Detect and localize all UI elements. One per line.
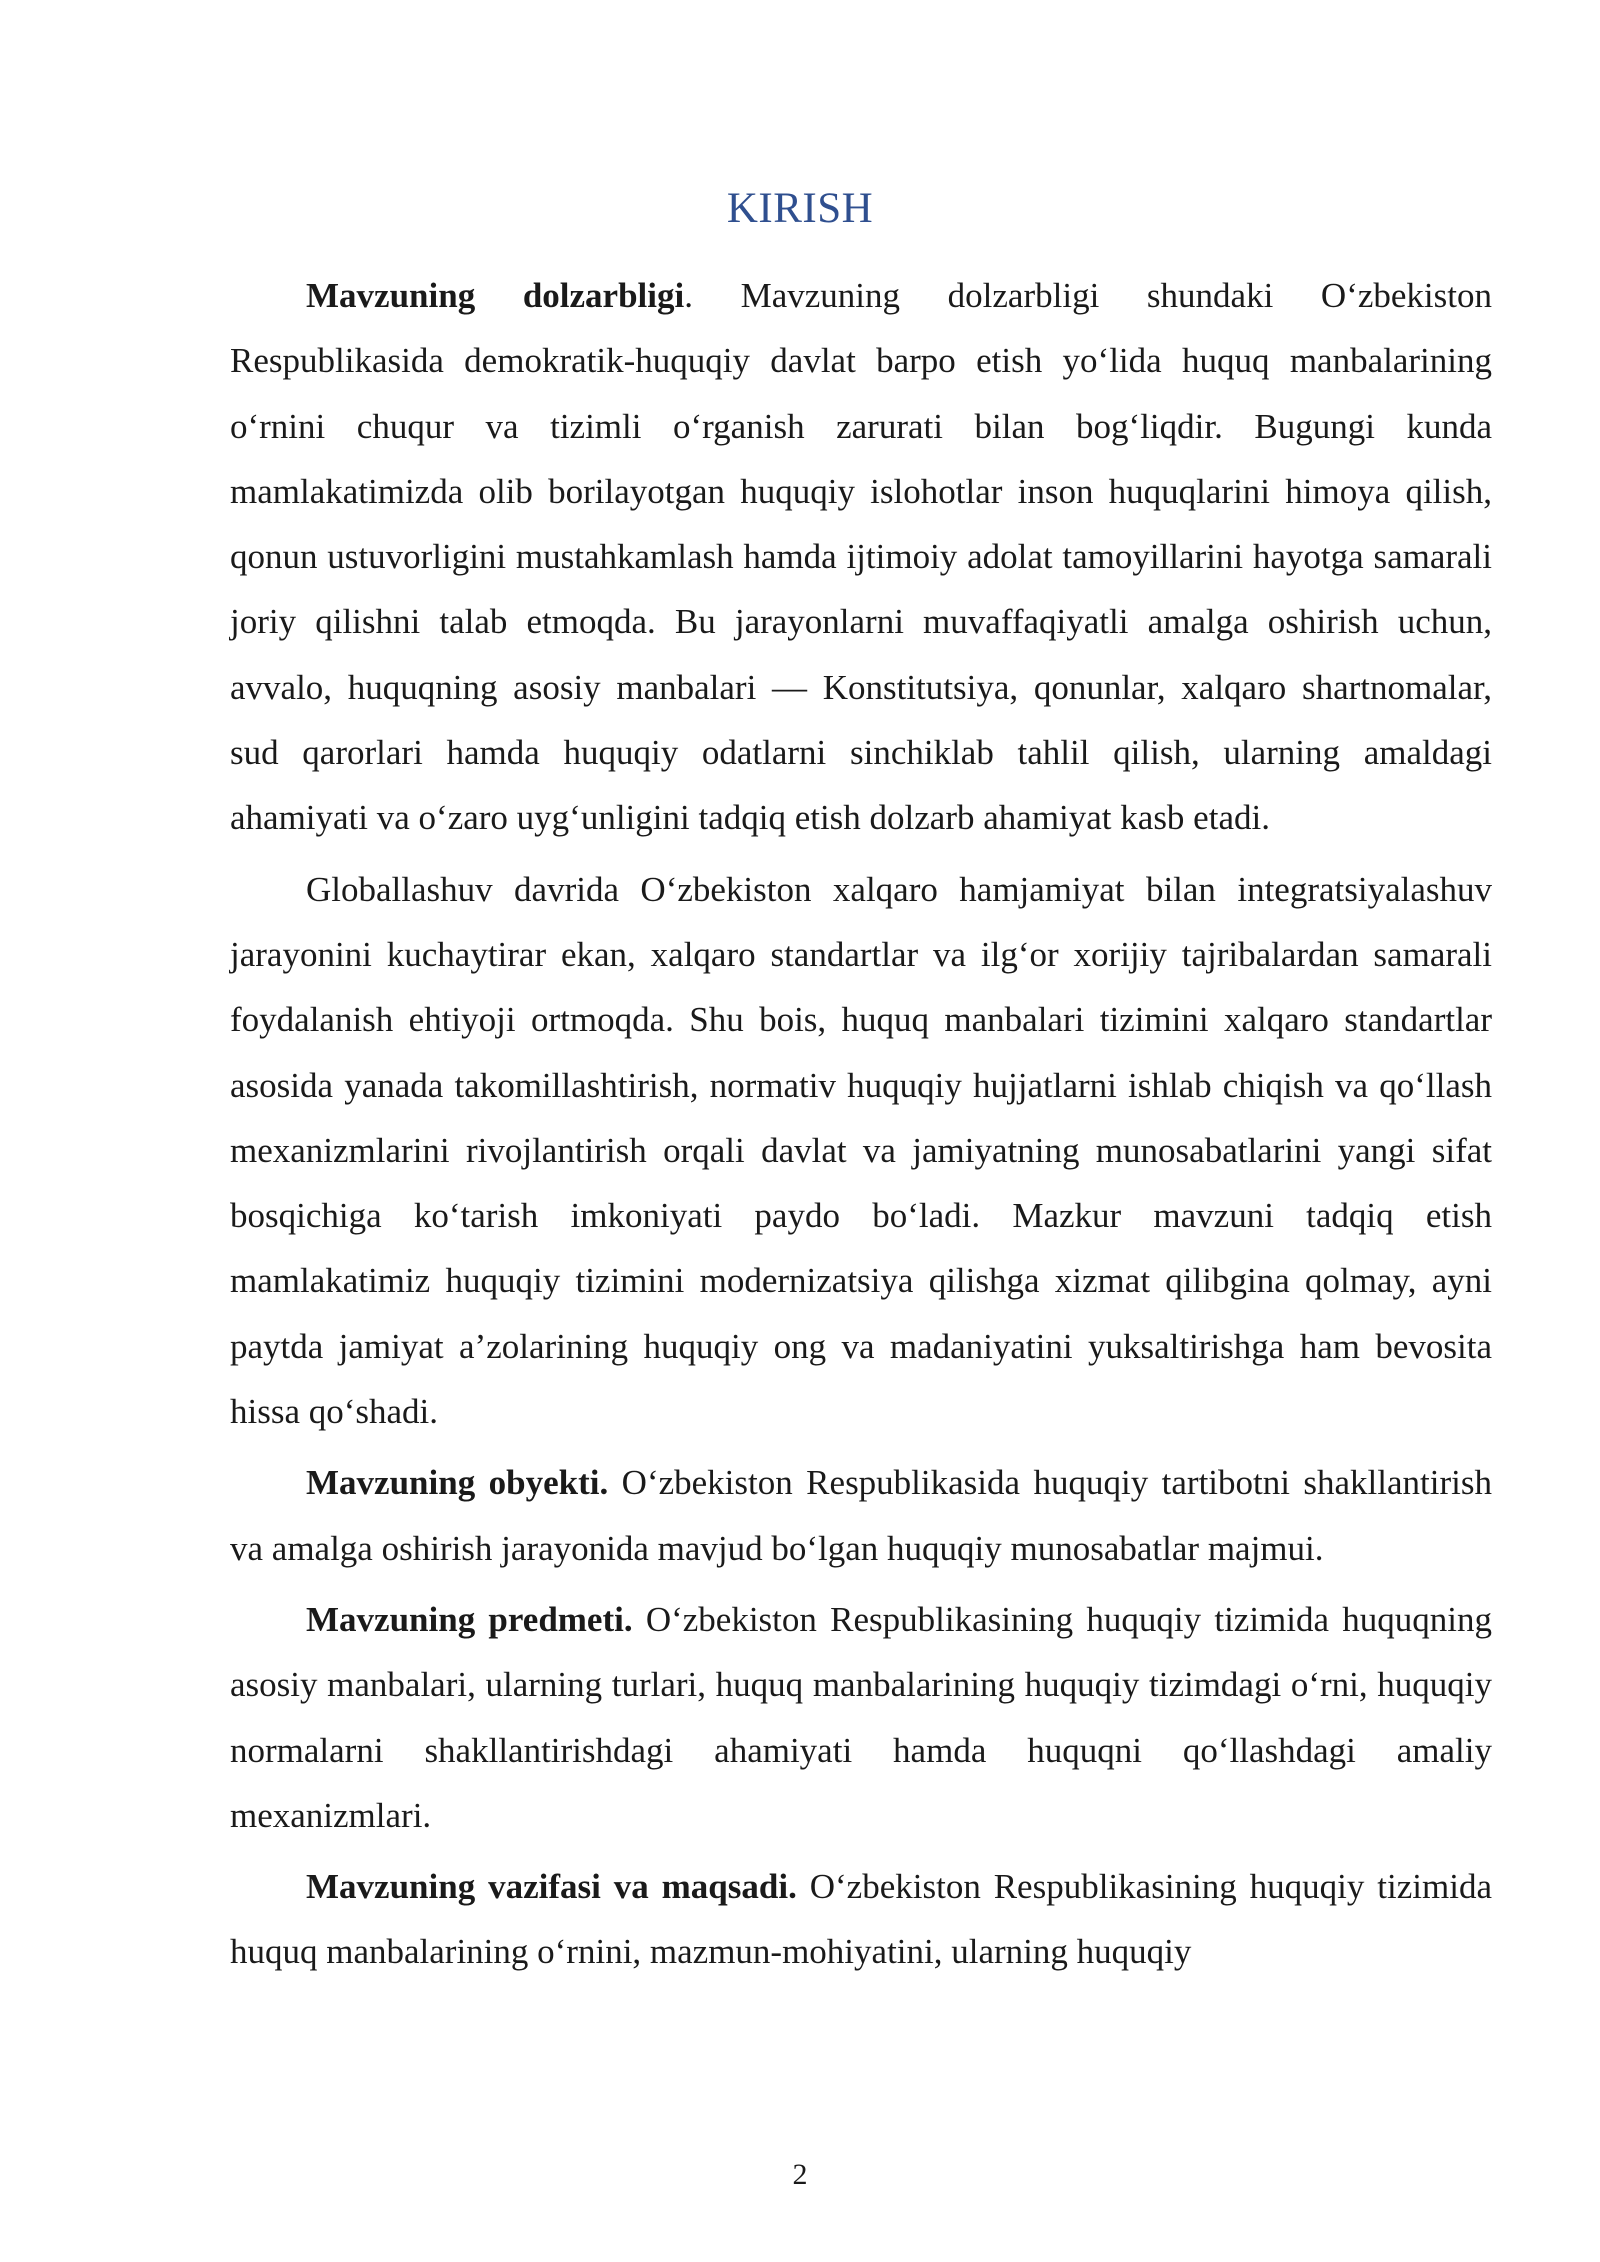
paragraph-text: O‘zbekiston Respublikasining huquqiy tizimida huquqning asosiy manbalari, ularning turlari, huquq manbalarining huquqiy tizimdagi o‘rni, huquqiy normalarni shakllantirishdagi ahamiyati hamda huquqni qo‘llashdagi amaliy mexanizmlari.: [230, 1599, 1492, 1835]
paragraph-lead: Mavzuning vazifasi va maqsadi.: [306, 1867, 797, 1907]
paragraph-tasks-goals: [230, 1854, 1492, 1985]
page-title: KIRISH: [726, 185, 874, 232]
paragraph-text: O‘zbekiston Respublikasining huquqiy tizimida huquq manbalarining o‘rnini, mazmun-mohiyatini, ularning huquqiy: [230, 1867, 1492, 1972]
paragraph-object: [230, 1450, 1492, 1581]
paragraph-text: . Mavzuning dolzarbligi shundaki O‘zbekiston Respublikasida demokratik-huquqiy davlat barpo etish yo‘lida huquq manbalarining o‘rnini chuqur va tizimli o‘rganish zarurati bilan bog‘liqdir. Bugungi kunda mamlakatimizda olib borilayotgan huquqiy islohotlar inson huquqlarini himoya qilish, qonun ustuvorligini mustahkamlash hamda ijtimoiy adolat tamoyillarini hayotga samarali joriy qilishni talab etmoqda. Bu jarayonlarni muvaffaqiyatli amalga oshirish uchun, avvalo, huquqning asosiy manbalari — Konstitutsiya, qonunlar, xalqaro shartnomalar, sud qarorlari hamda huquqiy odatlarni sinchiklab tahlil qilish, ularning amaldagi ahamiyati va o‘zaro uyg‘unligini tadqiq etish dolzarb ahamiyat kasb etadi.: [230, 276, 1493, 838]
body-text: [230, 263, 1492, 1991]
paragraph-relevance: [230, 263, 1492, 851]
paragraph-text: O‘zbekiston Respublikasida huquqiy tartibotni shakllantirish va amalga oshirish jarayonida mavjud bo‘lgan huquqiy munosabatlar majmui.: [230, 1463, 1492, 1568]
paragraph-subject: [230, 1587, 1492, 1848]
paragraph-globalization: [230, 857, 1492, 1445]
paragraph-lead: Mavzuning obyekti.: [306, 1463, 609, 1503]
paragraph-lead: Mavzuning predmeti.: [306, 1599, 633, 1639]
paragraph-lead: Mavzuning dolzarbligi: [306, 276, 685, 315]
page-number: 2: [792, 2158, 808, 2191]
paragraph-text: Globallashuv davrida O‘zbekiston xalqaro hamjamiyat bilan integratsiyalashuv jarayonini kuchaytirar ekan, xalqaro standartlar va ilg‘or xorijiy tajribalardan samarali foydalanish ehtiyoji ortmoqda. Shu bois, huquq manbalari tizimini xalqaro standartlar asosida yanada takomillashtirish, normativ huquqiy hujjatlarni ishlab chiqish va qo‘llash mexanizmlarini rivojlantirish orqali davlat va jamiyatning munosabatlarini yangi sifat bosqichiga ko‘tarish imkoniyati paydo bo‘ladi. Mazkur mavzuni tadqiq etish mamlakatimiz huquqiy tizimini modernizatsiya qilishga xizmat qilibgina qolmay, ayni paytda jamiyat a’zolarining huquqiy ong va madaniyatini yuksaltirishga ham bevosita hissa qo‘shadi.: [230, 869, 1492, 1432]
